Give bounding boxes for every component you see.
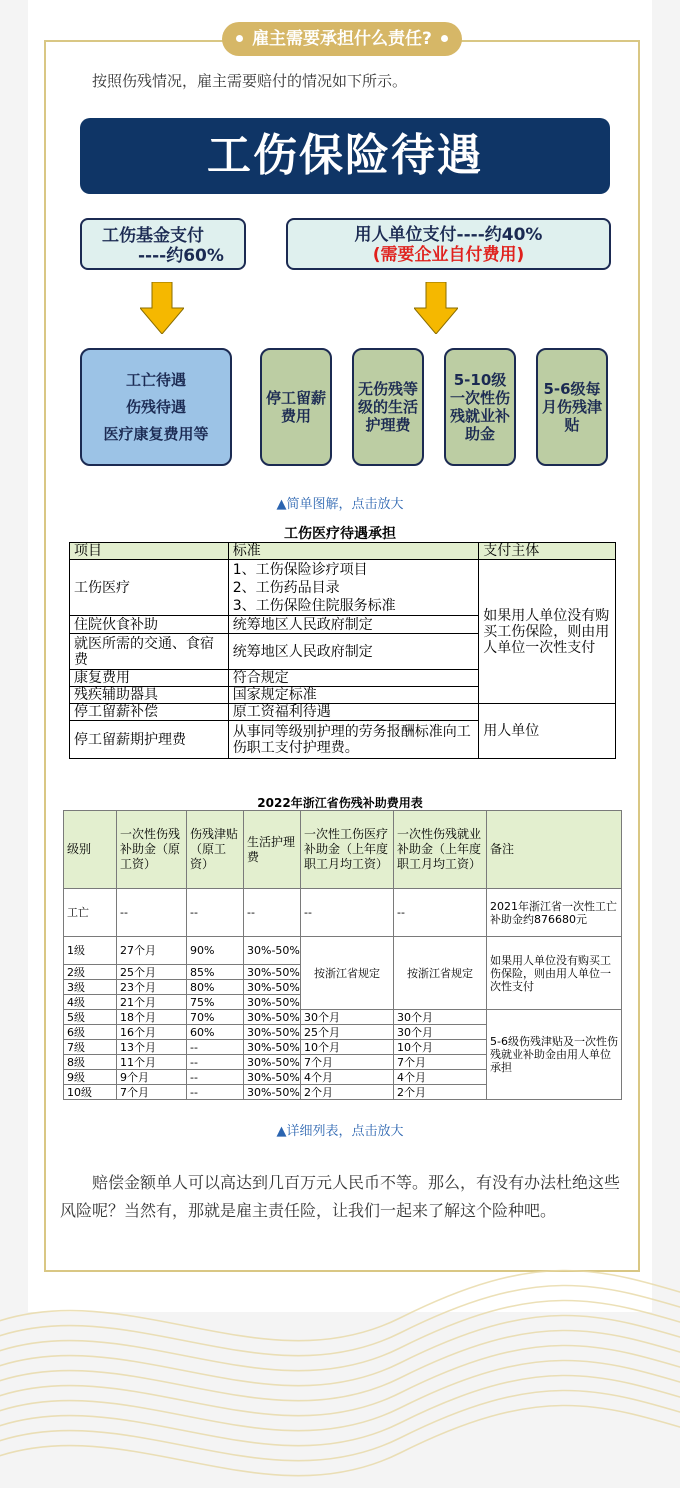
table-cell: 75% — [187, 995, 244, 1010]
table-cell: -- — [187, 1070, 244, 1085]
table-cell: 1级 — [64, 937, 117, 965]
table-header: 生活护理费 — [244, 811, 301, 889]
employer-item-node: 5-10级一次性伤残就业补助金 — [444, 348, 516, 466]
table-cell: 按浙江省规定 — [301, 937, 394, 1010]
table-cell: 30%-50% — [244, 1025, 301, 1040]
table-cell: 从事同等级别护理的劳务报酬标准向工伤职工支付护理费。 — [228, 721, 479, 759]
employer-item-node: 停工留薪费用 — [260, 348, 332, 466]
table-cell: 符合规定 — [228, 670, 479, 687]
fund-item: 医疗康复费用等 — [103, 424, 209, 443]
table-cell: 10个月 — [394, 1040, 487, 1055]
table-cell: 4个月 — [301, 1070, 394, 1085]
section-title: 雇主需要承担什么责任? — [222, 22, 462, 56]
table-cell: 3级 — [64, 980, 117, 995]
table-cell: 30个月 — [394, 1010, 487, 1025]
table-cell: 残疾辅助器具 — [70, 687, 229, 704]
table-cell: 5-6级伤残津贴及一次性伤残就业补助金由用人单位承担 — [487, 1010, 622, 1100]
employer-payment-box — [286, 218, 611, 270]
employer-payment-line1: 用人单位支付----约40% — [354, 225, 543, 245]
table-cell: 7个月 — [117, 1085, 187, 1100]
table-cell: 18个月 — [117, 1010, 187, 1025]
table-cell: 90% — [187, 937, 244, 965]
table-cell: 如果用人单位没有购买工伤保险，则由用人单位一次性支付 — [479, 560, 616, 704]
arrow-down-icon — [140, 282, 184, 334]
fund-item: 伤残待遇 — [125, 397, 186, 416]
table-cell: 30%-50% — [244, 1055, 301, 1070]
table-cell: 按浙江省规定 — [394, 937, 487, 1010]
table-header: 伤残津贴（原工资） — [187, 811, 244, 889]
table-cell: 4个月 — [394, 1070, 487, 1085]
table-cell: 7个月 — [301, 1055, 394, 1070]
medical-treatment-table — [69, 542, 616, 759]
fund-payment-line2: ----约60% — [138, 246, 224, 266]
table-cell: 80% — [187, 980, 244, 995]
table-cell: 停工留薪补偿 — [70, 704, 229, 721]
table-caption-link[interactable]: ▲详细列表，点击放大 — [276, 1124, 404, 1139]
table-cell: 住院伙食补助 — [70, 616, 229, 634]
employer-item-node: 5-6级每月伤残津贴 — [536, 348, 608, 466]
table-cell: 7级 — [64, 1040, 117, 1055]
table-cell: 30个月 — [394, 1025, 487, 1040]
table-cell: 70% — [187, 1010, 244, 1025]
table-cell: 康复费用 — [70, 670, 229, 687]
disability-subsidy-table — [63, 810, 622, 1100]
table-cell: 8级 — [64, 1055, 117, 1070]
table-cell: -- — [187, 1055, 244, 1070]
table-cell: 2021年浙江省一次性工亡补助金约876680元 — [487, 889, 622, 937]
table-cell: 6级 — [64, 1025, 117, 1040]
table-cell: 30%-50% — [244, 1085, 301, 1100]
table-cell: -- — [301, 889, 394, 937]
employer-payment-note: (需要企业自付费用) — [372, 245, 525, 265]
table-cell: 25个月 — [117, 965, 187, 980]
table-header: 一次性伤残就业补助金（上年度职工月均工资） — [394, 811, 487, 889]
banner-title: 工伤保险待遇 — [80, 118, 610, 194]
table-cell: 30%-50% — [244, 980, 301, 995]
table-cell: 国家规定标准 — [228, 687, 479, 704]
table-cell: 7个月 — [394, 1055, 487, 1070]
table-cell: 85% — [187, 965, 244, 980]
table-row — [64, 889, 622, 937]
table-cell: -- — [187, 1085, 244, 1100]
table-header: 一次性工伤医疗补助金（上年度职工月均工资） — [301, 811, 394, 889]
table-cell: 13个月 — [117, 1040, 187, 1055]
table-cell: 1、工伤保险诊疗项目 2、工伤药品目录 3、工伤保险住院服务标准 — [228, 560, 479, 616]
table-cell: 30%-50% — [244, 1040, 301, 1055]
table-cell: 用人单位 — [479, 704, 616, 759]
table-cell: 9个月 — [117, 1070, 187, 1085]
table-cell: -- — [394, 889, 487, 937]
image-caption-link[interactable]: ▲简单图解，点击放大 — [276, 497, 404, 512]
table-header: 一次性伤残补助金（原工资） — [117, 811, 187, 889]
decorative-waves — [0, 1258, 680, 1488]
table-row — [64, 937, 622, 965]
fund-payment-line1: 工伤基金支付 — [102, 226, 204, 246]
table-header: 备注 — [487, 811, 622, 889]
employer-item-node: 无伤残等级的生活护理费 — [352, 348, 424, 466]
table-cell: 如果用人单位没有购买工伤保险，则由用人单位一次性支付 — [487, 937, 622, 1010]
table-cell: 5级 — [64, 1010, 117, 1025]
fund-payment-box — [80, 218, 246, 270]
table-cell: -- — [187, 1040, 244, 1055]
table-cell: 原工资福利待遇 — [228, 704, 479, 721]
table-row — [70, 560, 616, 616]
table-cell: 2级 — [64, 965, 117, 980]
table-cell: 统筹地区人民政府制定 — [228, 616, 479, 634]
table-cell: 16个月 — [117, 1025, 187, 1040]
table-cell: 工伤医疗 — [70, 560, 229, 616]
table-cell: 工亡 — [64, 889, 117, 937]
fund-items-node — [80, 348, 232, 466]
table-cell: 10个月 — [301, 1040, 394, 1055]
table-header: 项目 — [70, 543, 229, 560]
fund-item: 工亡待遇 — [125, 370, 186, 389]
table-cell: -- — [244, 889, 301, 937]
body-paragraph: 赔偿金额单人可以高达到几百万元人民币不等。那么，有没有办法杜绝这些风险呢？当然有，那就是雇主责任险，让我们一起来了解这个险种吧。 — [60, 1173, 621, 1220]
table-cell: 30%-50% — [244, 995, 301, 1010]
table-row — [70, 704, 616, 721]
table-cell: 2个月 — [394, 1085, 487, 1100]
table-header-row — [70, 543, 616, 560]
table-cell: 11个月 — [117, 1055, 187, 1070]
table-header: 级别 — [64, 811, 117, 889]
table-cell: 2个月 — [301, 1085, 394, 1100]
arrow-down-icon — [414, 282, 458, 334]
table-cell: -- — [187, 889, 244, 937]
table2-title: 2022年浙江省伤残补助费用表 — [257, 796, 423, 810]
table-cell: 30%-50% — [244, 965, 301, 980]
table-cell: 30%-50% — [244, 937, 301, 965]
table-cell: 就医所需的交通、食宿费 — [70, 634, 229, 670]
table-cell: 30%-50% — [244, 1070, 301, 1085]
table1-title: 工伤医疗待遇承担 — [284, 526, 396, 542]
table-row — [64, 1010, 622, 1025]
table-cell: -- — [117, 889, 187, 937]
table-cell: 30个月 — [301, 1010, 394, 1025]
table-cell: 9级 — [64, 1070, 117, 1085]
table-cell: 27个月 — [117, 937, 187, 965]
table-header-row — [64, 811, 622, 889]
table-cell: 30%-50% — [244, 1010, 301, 1025]
table-cell: 统筹地区人民政府制定 — [228, 634, 479, 670]
table-header: 支付主体 — [479, 543, 616, 560]
table-cell: 60% — [187, 1025, 244, 1040]
table-cell: 10级 — [64, 1085, 117, 1100]
table-header: 标准 — [228, 543, 479, 560]
intro-text: 按照伤残情况，雇主需要赔付的情况如下所示。 — [92, 72, 408, 90]
table-cell: 25个月 — [301, 1025, 394, 1040]
table-cell: 停工留薪期护理费 — [70, 721, 229, 759]
table-cell: 23个月 — [117, 980, 187, 995]
table-cell: 4级 — [64, 995, 117, 1010]
table-cell: 21个月 — [117, 995, 187, 1010]
